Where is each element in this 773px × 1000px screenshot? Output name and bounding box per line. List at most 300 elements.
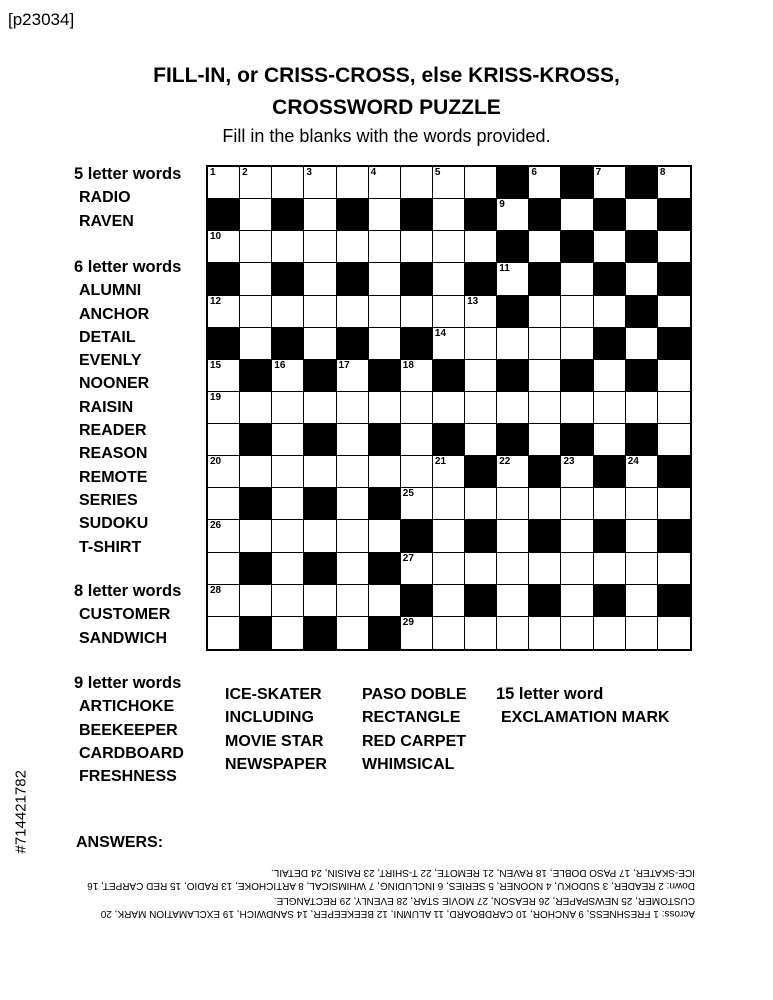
grid-cell[interactable] — [465, 167, 497, 199]
word-item: EVENLY — [79, 352, 142, 370]
word-item: FRESHNESS — [79, 768, 177, 786]
grid-cell[interactable] — [561, 520, 593, 552]
grid-cell[interactable] — [208, 167, 240, 199]
grid-cell[interactable] — [208, 617, 240, 649]
stock-id — [6, 770, 36, 860]
grid-cell[interactable] — [304, 231, 336, 263]
grid-cell[interactable] — [433, 617, 465, 649]
grid-cell[interactable] — [497, 263, 529, 295]
grid-cell[interactable] — [337, 231, 369, 263]
grid-cell-black — [240, 617, 272, 649]
clue-number: 6 — [531, 167, 537, 178]
grid-cell[interactable] — [594, 424, 626, 456]
grid-cell[interactable] — [272, 520, 304, 552]
grid-cell-black — [658, 328, 690, 360]
grid-cell-black — [369, 488, 401, 520]
grid-cell[interactable] — [401, 167, 433, 199]
grid-cell[interactable] — [240, 392, 272, 424]
grid-cell[interactable] — [208, 424, 240, 456]
grid-cell-black — [658, 456, 690, 488]
grid-cell[interactable] — [497, 328, 529, 360]
grid-cell[interactable] — [529, 167, 561, 199]
grid-cell-black — [594, 520, 626, 552]
grid-cell-black — [465, 585, 497, 617]
grid-cell[interactable] — [497, 199, 529, 231]
grid-cell[interactable] — [272, 456, 304, 488]
grid-cell[interactable] — [208, 231, 240, 263]
grid-cell[interactable] — [240, 231, 272, 263]
grid-cell[interactable] — [304, 296, 336, 328]
clue-number: 15 — [210, 359, 222, 371]
word-list-9-col2 — [220, 683, 327, 776]
word-item: NOONER — [79, 375, 150, 393]
stock-id-text: #714421782 — [12, 770, 30, 854]
word-item: ICE-SKATER — [225, 686, 322, 703]
grid-cell[interactable] — [401, 617, 433, 649]
clue-number: 26 — [210, 520, 222, 532]
grid-cell-black — [304, 488, 336, 520]
grid-cell-black — [561, 360, 593, 392]
clue-number: 11 — [499, 263, 510, 275]
grid-cell[interactable] — [626, 520, 658, 552]
grid-cell[interactable] — [594, 360, 626, 392]
clue-number: 16 — [274, 359, 286, 371]
grid-cell[interactable] — [529, 488, 561, 520]
answers-title: ANSWERS: — [76, 834, 164, 851]
word-list-header: 15 letter word — [496, 685, 604, 703]
grid-cell-black — [369, 617, 401, 649]
grid-cell[interactable] — [272, 617, 304, 649]
grid-cell[interactable] — [369, 199, 401, 231]
word-item: READER — [79, 422, 147, 440]
grid-cell-black — [529, 263, 561, 295]
word-list-8 — [74, 580, 181, 650]
grid-cell[interactable] — [626, 553, 658, 585]
clue-number: 27 — [402, 552, 414, 564]
word-item: NEWSPAPER — [225, 755, 327, 773]
grid-cell[interactable] — [433, 167, 465, 199]
grid-cell[interactable] — [401, 392, 433, 424]
grid-cell[interactable] — [304, 456, 336, 488]
grid-cell[interactable] — [465, 392, 497, 424]
grid-cell[interactable] — [497, 488, 529, 520]
grid-cell[interactable] — [465, 296, 497, 328]
crossword-grid — [206, 165, 692, 651]
grid-cell[interactable] — [594, 617, 626, 649]
grid-cell[interactable] — [272, 488, 304, 520]
clue-number: 13 — [467, 295, 479, 307]
grid-cell[interactable] — [401, 424, 433, 456]
clue-number: 19 — [210, 391, 222, 403]
word-list-header: 8 letter words — [74, 582, 182, 600]
grid-cell[interactable] — [337, 617, 369, 649]
grid-cell[interactable] — [369, 296, 401, 328]
clue-number: 2 — [242, 167, 248, 178]
grid-cell[interactable] — [433, 456, 465, 488]
grid-cell-black — [465, 263, 497, 295]
word-item: SANDWICH — [79, 629, 167, 647]
grid-cell[interactable] — [272, 585, 304, 617]
grid-cell[interactable] — [658, 553, 690, 585]
grid-cell[interactable] — [626, 328, 658, 360]
grid-cell[interactable] — [561, 199, 593, 231]
grid-cell[interactable] — [626, 488, 658, 520]
grid-cell[interactable] — [433, 199, 465, 231]
grid-cell-black — [240, 424, 272, 456]
grid-cell-black — [240, 553, 272, 585]
clue-number: 14 — [434, 327, 447, 339]
word-list-5 — [74, 163, 181, 233]
grid-cell[interactable] — [658, 167, 690, 199]
grid-cell[interactable] — [561, 553, 593, 585]
clue-number: 20 — [210, 456, 222, 468]
grid-cell[interactable] — [594, 231, 626, 263]
grid-cell[interactable] — [529, 424, 561, 456]
grid-cell-black — [529, 199, 561, 231]
grid-cell[interactable] — [594, 553, 626, 585]
grid-cell-black — [626, 231, 658, 263]
clue-number: 22 — [499, 456, 511, 468]
grid-cell-black — [272, 199, 304, 231]
grid-cell[interactable] — [561, 617, 593, 649]
grid-cell[interactable] — [304, 328, 336, 360]
grid-cell[interactable] — [208, 585, 240, 617]
word-item: INCLUDING — [225, 709, 314, 727]
grid-cell[interactable] — [626, 585, 658, 617]
grid-cell-black — [594, 456, 626, 488]
grid-cell[interactable] — [497, 520, 529, 552]
grid-cell[interactable] — [208, 296, 240, 328]
grid-cell[interactable] — [433, 328, 465, 360]
grid-cell[interactable] — [337, 553, 369, 585]
page-title-line1: FILL-IN, or CRISS-CROSS, else KRISS-KROSS, — [153, 64, 620, 87]
grid-cell[interactable] — [626, 199, 658, 231]
grid-cell[interactable] — [658, 231, 690, 263]
grid-cell[interactable] — [626, 263, 658, 295]
grid-cell-black — [401, 263, 433, 295]
grid-cell[interactable] — [401, 360, 433, 392]
word-item: MOVIE STAR — [225, 732, 324, 750]
grid-cell-black — [401, 520, 433, 552]
grid-cell-black — [208, 199, 240, 231]
word-list-9-col1 — [74, 672, 184, 788]
clue-number: 7 — [595, 167, 602, 178]
grid-cell[interactable] — [658, 360, 690, 392]
word-list-header: 5 letter words — [74, 165, 182, 183]
grid-cell[interactable] — [272, 231, 304, 263]
grid-cell-black — [208, 328, 240, 360]
word-item: ARTICHOKE — [79, 698, 175, 716]
puzzle-id: [p23034] — [8, 10, 75, 29]
word-item: RED CARPET — [362, 732, 467, 750]
word-list-6 — [74, 256, 181, 559]
grid-cell[interactable] — [304, 520, 336, 552]
grid-cell[interactable] — [497, 617, 529, 649]
word-item: DETAIL — [79, 328, 136, 346]
grid-cell-black — [369, 553, 401, 585]
clue-number: 5 — [434, 167, 441, 178]
answers-down: Down: 2 READER, 3 SUDOKU, 4 NOONER, 5 SERIES, 6 INCLUDING, 7 WHIMSICAL, 8 ARTICHOKE, 13 RADIO, 15 RED CARPET, 16 ICE-SKATER, 17 PASO DOBLE, 18 RAVEN, 21 REMOTE, 22 T-SHIRT, 23 RAISIN, 24 DETAIL. — [87, 867, 695, 891]
grid-cell-black — [433, 360, 465, 392]
clue-number: 4 — [370, 167, 377, 178]
grid-cell[interactable] — [369, 392, 401, 424]
grid-cell[interactable] — [561, 328, 593, 360]
grid-cell[interactable] — [369, 520, 401, 552]
grid-cell-black — [561, 167, 593, 199]
grid-cell[interactable] — [337, 296, 369, 328]
grid-cell[interactable] — [337, 360, 369, 392]
grid-cell[interactable] — [497, 553, 529, 585]
grid-cell[interactable] — [337, 424, 369, 456]
grid-cell[interactable] — [272, 360, 304, 392]
word-item: ANCHOR — [79, 305, 150, 323]
grid-cell[interactable] — [369, 585, 401, 617]
grid-cell-black — [529, 456, 561, 488]
grid-cell[interactable] — [594, 167, 626, 199]
grid-cell[interactable] — [401, 456, 433, 488]
word-item: BEEKEEPER — [79, 721, 178, 739]
grid-cell[interactable] — [401, 296, 433, 328]
grid-cell[interactable] — [240, 456, 272, 488]
word-item: RAISIN — [79, 398, 134, 416]
grid-cell[interactable] — [304, 167, 336, 199]
word-item: ALUMNI — [79, 282, 142, 300]
word-item: WHIMSICAL — [362, 755, 455, 773]
clue-number: 12 — [210, 295, 222, 307]
grid-cell[interactable] — [465, 617, 497, 649]
grid-cell[interactable] — [369, 456, 401, 488]
clue-number: 25 — [402, 488, 414, 500]
grid-cell[interactable] — [561, 488, 593, 520]
clue-number: 3 — [306, 167, 312, 178]
grid-cell-black — [401, 328, 433, 360]
grid-cell-black — [626, 424, 658, 456]
word-item: SERIES — [79, 491, 138, 509]
grid-cell-black — [497, 167, 529, 199]
grid-cell[interactable] — [465, 360, 497, 392]
grid-cell-black — [626, 296, 658, 328]
grid-cell[interactable] — [626, 392, 658, 424]
clue-number: 8 — [659, 167, 666, 178]
grid-cell[interactable] — [208, 553, 240, 585]
grid-cell[interactable] — [465, 424, 497, 456]
clue-number: 18 — [402, 359, 414, 371]
grid-cell[interactable] — [433, 296, 465, 328]
grid-cell[interactable] — [208, 488, 240, 520]
grid-cell[interactable] — [626, 617, 658, 649]
grid-cell[interactable] — [240, 199, 272, 231]
clue-number: 1 — [210, 167, 216, 178]
word-item: SUDOKU — [79, 515, 149, 533]
grid-cell[interactable] — [272, 424, 304, 456]
grid-cell[interactable] — [497, 392, 529, 424]
grid-cell-black — [594, 199, 626, 231]
clue-number: 24 — [627, 456, 639, 468]
grid-cell[interactable] — [240, 263, 272, 295]
grid-cell-black — [337, 199, 369, 231]
grid-cell[interactable] — [240, 167, 272, 199]
grid-cell-black — [658, 199, 690, 231]
grid-cell[interactable] — [529, 392, 561, 424]
clue-number: 9 — [499, 199, 505, 211]
grid-cell[interactable] — [337, 520, 369, 552]
grid-cell[interactable] — [465, 231, 497, 263]
grid-cell-black — [658, 263, 690, 295]
grid-cell[interactable] — [433, 488, 465, 520]
grid-cell[interactable] — [401, 488, 433, 520]
grid-cell-black — [337, 328, 369, 360]
grid-cell[interactable] — [433, 585, 465, 617]
grid-cell-black — [529, 585, 561, 617]
grid-cell[interactable] — [561, 456, 593, 488]
grid-cell[interactable] — [240, 585, 272, 617]
grid-cell[interactable] — [561, 585, 593, 617]
clue-number: 23 — [563, 456, 575, 468]
grid-cell[interactable] — [658, 617, 690, 649]
grid-cell[interactable] — [304, 392, 336, 424]
grid-cell-black — [561, 424, 593, 456]
clue-number: 29 — [402, 616, 414, 628]
grid-cell[interactable] — [272, 167, 304, 199]
grid-cell-black — [626, 167, 658, 199]
grid-cell-black — [594, 585, 626, 617]
grid-cell[interactable] — [529, 617, 561, 649]
grid-cell[interactable] — [337, 392, 369, 424]
grid-cell[interactable] — [337, 488, 369, 520]
grid-cell[interactable] — [594, 296, 626, 328]
grid-cell-black — [658, 520, 690, 552]
grid-cell-black — [465, 199, 497, 231]
word-item: RECTANGLE — [362, 709, 461, 727]
grid-cell[interactable] — [433, 231, 465, 263]
grid-cell[interactable] — [465, 553, 497, 585]
grid-cell[interactable] — [433, 392, 465, 424]
answers-across: Across: 1 FRESHNESS, 9 ANCHOR, 10 CARDBOARD, 11 ALUMNI, 12 BEEKEEPER, 14 SANDWICH, 19 EXCLAMATION MARK, 20 CUSTOMER, 25 NEWSPAPER, 26 REASON, 27 MOVIE STAR, 28 EVENLY, 29 RECTANGLE. — [100, 895, 695, 919]
grid-cell[interactable] — [529, 328, 561, 360]
grid-cell[interactable] — [561, 296, 593, 328]
grid-cell[interactable] — [561, 392, 593, 424]
grid-cell[interactable] — [304, 199, 336, 231]
grid-cell[interactable] — [272, 392, 304, 424]
word-item: CUSTOMER — [79, 606, 171, 624]
grid-cell-black — [304, 617, 336, 649]
grid-cell[interactable] — [465, 328, 497, 360]
grid-cell-black — [401, 585, 433, 617]
grid-cell-black — [497, 231, 529, 263]
grid-cell[interactable] — [433, 520, 465, 552]
grid-cell[interactable] — [658, 296, 690, 328]
answers-block — [80, 864, 695, 920]
clue-number: 17 — [338, 359, 350, 371]
grid-cell[interactable] — [208, 456, 240, 488]
word-list-header: 9 letter words — [74, 674, 182, 692]
word-item: RAVEN — [79, 212, 134, 230]
grid-cell-black — [529, 520, 561, 552]
grid-cell-black — [433, 424, 465, 456]
grid-cell-black — [497, 424, 529, 456]
grid-cell[interactable] — [208, 392, 240, 424]
grid-cell[interactable] — [369, 263, 401, 295]
grid-cell[interactable] — [337, 167, 369, 199]
grid-cell[interactable] — [272, 553, 304, 585]
grid-cell-black — [497, 296, 529, 328]
grid-cell[interactable] — [337, 456, 369, 488]
grid-cell-black — [240, 360, 272, 392]
grid-cell[interactable] — [337, 585, 369, 617]
grid-cell[interactable] — [658, 424, 690, 456]
grid-cell[interactable] — [626, 456, 658, 488]
grid-cell[interactable] — [658, 392, 690, 424]
grid-cell[interactable] — [208, 520, 240, 552]
grid-cell[interactable] — [304, 263, 336, 295]
grid-cell-black — [465, 456, 497, 488]
clue-number: 21 — [434, 456, 447, 468]
grid-cell[interactable] — [529, 296, 561, 328]
grid-cell[interactable] — [369, 231, 401, 263]
clue-number: 10 — [210, 231, 222, 243]
grid-cell[interactable] — [497, 585, 529, 617]
word-item: RADIO — [79, 189, 131, 207]
grid-cell[interactable] — [594, 392, 626, 424]
word-item: EXCLAMATION MARK — [501, 709, 670, 727]
grid-cell[interactable] — [208, 360, 240, 392]
grid-cell[interactable] — [369, 328, 401, 360]
word-item: T-SHIRT — [79, 538, 142, 556]
grid-cell-black — [337, 263, 369, 295]
grid-cell[interactable] — [561, 263, 593, 295]
grid-cell-black — [497, 360, 529, 392]
word-list-header: 6 letter words — [74, 258, 182, 276]
grid-cell-black — [304, 424, 336, 456]
grid-cell[interactable] — [529, 231, 561, 263]
grid-cell[interactable] — [240, 520, 272, 552]
grid-cell-black — [561, 231, 593, 263]
grid-cell[interactable] — [272, 296, 304, 328]
grid-cell-black — [369, 360, 401, 392]
grid-cell-black — [304, 553, 336, 585]
grid-cell[interactable] — [433, 263, 465, 295]
word-item: REASON — [79, 445, 148, 463]
word-list-9-col3 — [357, 683, 467, 776]
word-list-15 — [496, 683, 670, 730]
grid-cell-black — [626, 360, 658, 392]
grid-cell-black — [240, 488, 272, 520]
grid-cell-black — [594, 263, 626, 295]
grid-cell-black — [304, 360, 336, 392]
grid-cell[interactable] — [465, 488, 497, 520]
grid-cell[interactable] — [401, 231, 433, 263]
word-item: PASO DOBLE — [362, 686, 467, 703]
grid-cell[interactable] — [529, 360, 561, 392]
grid-cell[interactable] — [369, 167, 401, 199]
grid-cell-black — [272, 263, 304, 295]
grid-cell[interactable] — [304, 585, 336, 617]
grid-cell[interactable] — [240, 296, 272, 328]
grid-cell[interactable] — [658, 488, 690, 520]
grid-cell[interactable] — [401, 553, 433, 585]
page-subtitle: Fill in the blanks with the words provided. — [222, 126, 551, 146]
clue-number: 28 — [210, 584, 222, 596]
word-item: CARDBOARD — [79, 744, 184, 762]
grid-cell[interactable] — [240, 328, 272, 360]
grid-cell[interactable] — [497, 456, 529, 488]
grid-cell-black — [594, 328, 626, 360]
grid-cell[interactable] — [433, 553, 465, 585]
grid-cell[interactable] — [529, 553, 561, 585]
grid-cell[interactable] — [594, 488, 626, 520]
grid-cell-black — [658, 585, 690, 617]
grid-cell-black — [208, 263, 240, 295]
